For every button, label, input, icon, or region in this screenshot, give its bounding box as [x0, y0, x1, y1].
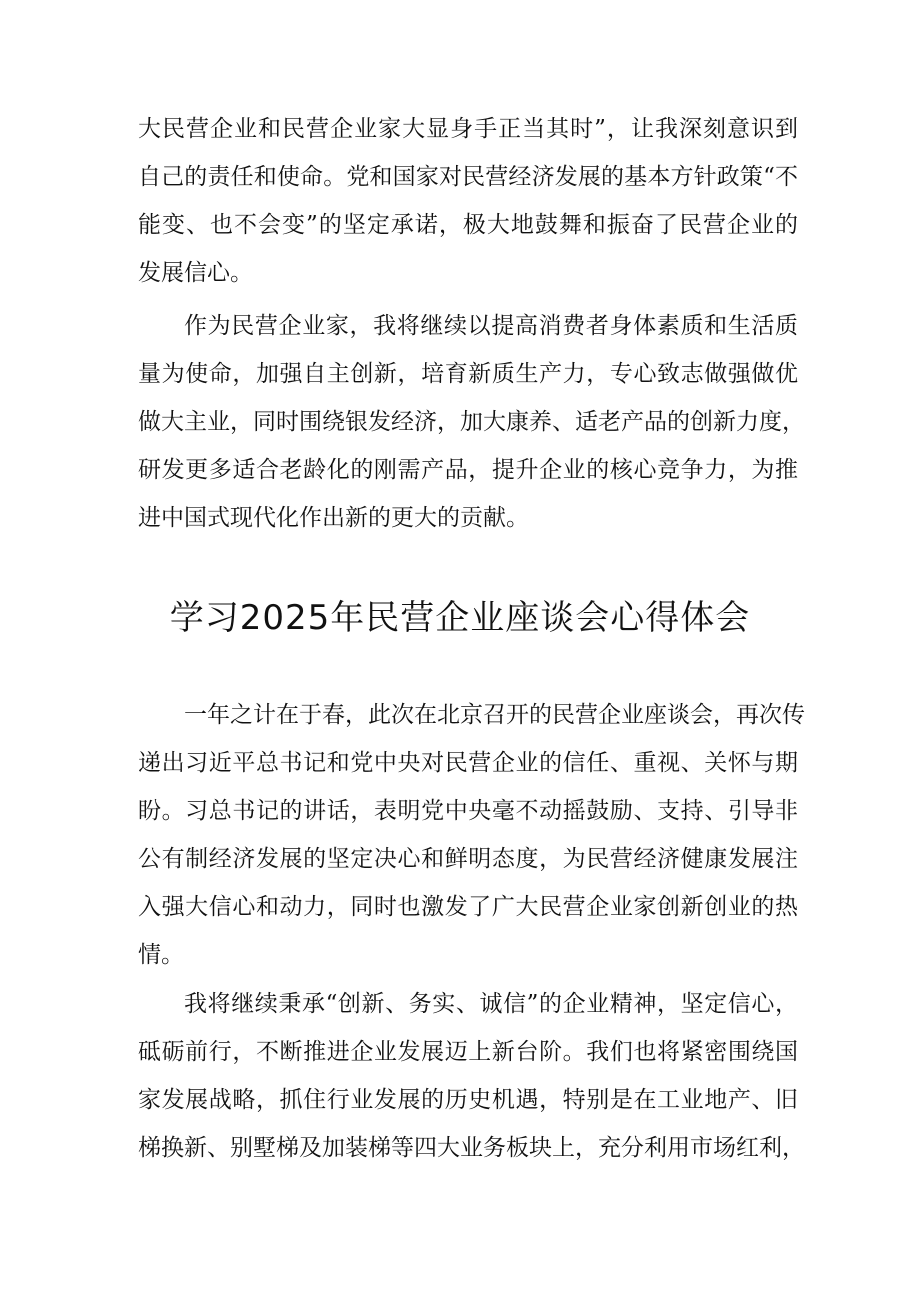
paragraph-line: 公有制经济发展的坚定决心和鲜明态度，为民营经济健康发展注 [138, 846, 798, 872]
paragraph-line: 我将继续秉承“创新、务实、诚信”的企业精神，坚定信心， [184, 991, 798, 1017]
section-title: 学习2025年民营企业座谈会心得体会 [169, 598, 751, 638]
paragraph-line: 大民营企业和民营企业家大显身手正当其时”，让我深刻意识到 [138, 116, 798, 142]
paragraph-line: 研发更多适合老龄化的刚需产品，提升企业的核心竞争力，为推 [138, 457, 798, 483]
paragraph-line: 一年之计在于春，此次在北京召开的民营企业座谈会，再次传 [184, 702, 805, 728]
paragraph-2 [138, 302, 805, 542]
paragraph-line: 入强大信心和动力，同时也激发了广大民营企业家创新创业的热 [138, 894, 798, 920]
paragraph-line: 梯换新、别墅梯及加装梯等四大业务板块上，充分利用市场红利， [138, 1135, 805, 1161]
paragraph-line: 盼。习总书记的讲话，表明党中央毫不动摇鼓励、支持、引导非 [138, 798, 798, 824]
paragraph-line: 砥砺前行，不断推进企业发展迈上新台阶。我们也将紧密围绕国 [138, 1039, 798, 1065]
paragraph-3 [138, 691, 805, 979]
paragraph-4 [138, 980, 805, 1172]
paragraph-line: 进中国式现代化作出新的更大的贡献。 [138, 505, 529, 531]
paragraph-line: 自己的责任和使命。党和国家对民营经济发展的基本方针政策“不 [138, 164, 798, 190]
paragraph-1 [138, 105, 798, 297]
paragraph-line: 家发展战略，抓住行业发展的历史机遇，特别是在工业地产、旧 [138, 1087, 798, 1113]
paragraph-line: 递出习近平总书记和党中央对民营企业的信任、重视、关怀与期 [138, 750, 798, 776]
paragraph-line: 情。 [138, 942, 184, 968]
paragraph-line: 作为民营企业家，我将继续以提高消费者身体素质和生活质 [184, 313, 798, 339]
paragraph-line: 能变、也不会变”的坚定承诺，极大地鼓舞和振奋了民营企业的 [138, 212, 798, 238]
paragraph-line: 做大主业，同时围绕银发经济，加大康养、适老产品的创新力度， [138, 409, 805, 435]
paragraph-line: 量为使命，加强自主创新，培育新质生产力，专心致志做强做优 [138, 361, 798, 387]
paragraph-line: 发展信心。 [138, 260, 253, 286]
